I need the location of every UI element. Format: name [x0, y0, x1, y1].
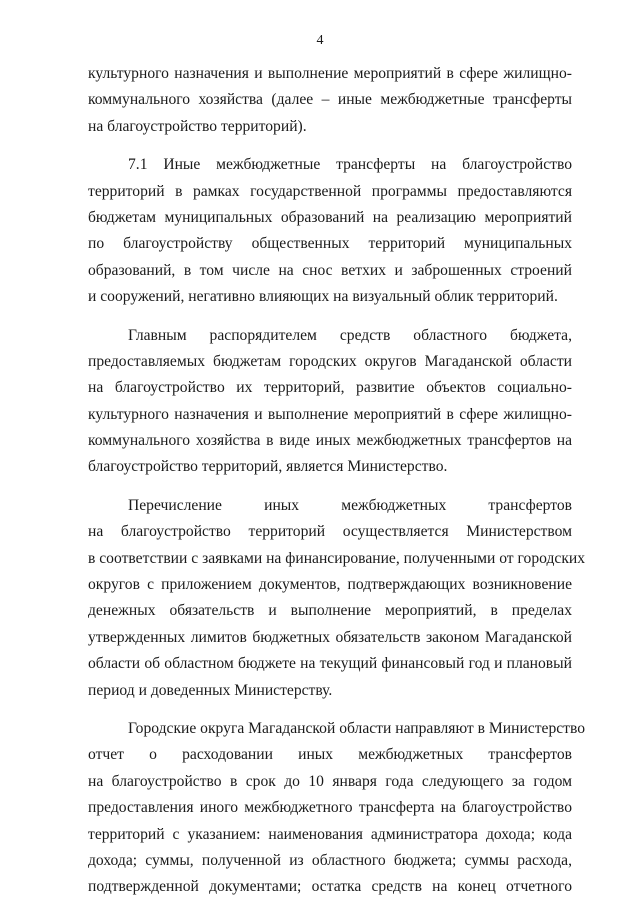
text-line: бюджетам муниципальных образований на реализацию мероприятий: [88, 208, 572, 226]
text-line: дохода; суммы, полученной из областного бюджета; суммы расхода,: [88, 851, 572, 869]
text-line: культурного назначения и выполнение мероприятий в сфере жилищно-: [88, 405, 572, 423]
text-line: Перечисление иных межбюджетных трансфертов: [128, 496, 572, 514]
text-line: области об областном бюджете на текущий финансовый год и плановый: [88, 655, 572, 673]
text-line: коммунального хозяйства в виде иных межбюджетных трансфертов на: [88, 432, 572, 450]
page-number: 4: [316, 33, 324, 48]
paragraph: [88, 716, 586, 901]
paragraph: [88, 152, 572, 310]
text-line: утвержденных лимитов бюджетных обязательств законом Магаданской: [88, 628, 572, 646]
text-line: благоустройство территорий, является Министерство.: [88, 458, 448, 476]
text-line: денежных обязательств и выполнение мероприятий, в пределах: [88, 602, 572, 620]
text-line: отчет о расходовании иных межбюджетных трансфертов: [88, 746, 572, 764]
text-line: в соответствии с заявками на финансирование, полученными от городских: [88, 549, 586, 567]
text-line: на благоустройство территорий осуществляется Министерством: [88, 523, 572, 541]
paragraph: [88, 493, 586, 704]
text-line: Городские округа Магаданской области направляют в Министерство: [128, 719, 586, 737]
text-line: на благоустройство в срок до 10 января года следующего за годом: [88, 772, 572, 790]
paragraph: [88, 323, 572, 481]
text-line: коммунального хозяйства (далее – иные межбюджетные трансферты: [88, 91, 572, 109]
text-line: на благоустройство территорий).: [88, 117, 307, 135]
text-line: предоставляемых бюджетам городских округов Магаданской области: [88, 352, 572, 370]
text-line: 7.1 Иные межбюджетные трансферты на благоустройство: [128, 156, 572, 174]
text-line: предоставления иного межбюджетного трансферта на благоустройство: [88, 799, 572, 817]
text-line: Главным распорядителем средств областного бюджета,: [128, 326, 572, 344]
text-line: культурного назначения и выполнение мероприятий в сфере жилищно-: [88, 65, 572, 82]
text-line: и сооружений, негативно влияющих на визуальный облик территорий.: [88, 288, 558, 306]
text-line: образований, в том числе на снос ветхих и заброшенных строений: [88, 261, 572, 279]
text-line: территорий в рамках государственной программы предоставляются: [88, 182, 572, 200]
text-line: на благоустройство их территорий, развитие объектов социально-: [88, 379, 572, 397]
text-line: подтвержденной документами; остатка средств на конец отчетного: [88, 878, 572, 896]
text-line: по благоустройству общественных территорий муниципальных: [88, 235, 572, 253]
paragraph: [88, 61, 572, 140]
text-line: территорий с указанием: наименования администратора дохода; кода: [88, 825, 572, 843]
text-line: округов с приложением документов, подтверждающих возникновение: [88, 576, 572, 594]
text-line: период и доведенных Министерству.: [88, 681, 333, 699]
document-body: [88, 61, 586, 901]
